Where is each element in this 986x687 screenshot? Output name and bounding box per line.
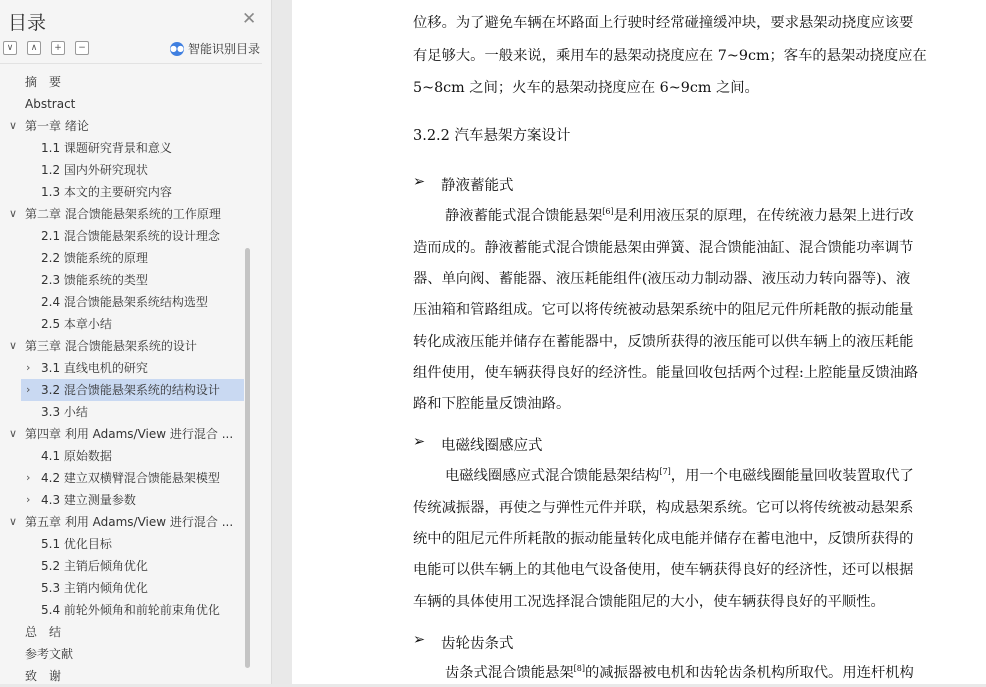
toc-item[interactable]	[0, 159, 262, 181]
toc-item[interactable]	[0, 489, 262, 511]
body-line: 传统减振器，再使之与弹性元件并联，构成悬架系统。它可以将传统被动悬架系	[413, 500, 914, 516]
toc-item[interactable]	[0, 643, 262, 665]
toc-item-label: Abstract	[25, 97, 76, 111]
section-heading: 3.2.2 汽车悬架方案设计	[413, 128, 571, 144]
toc-item-label: 第一章 绪论	[25, 119, 89, 133]
toc-item-label: 2.4 混合馈能悬架系统结构选型	[41, 295, 208, 309]
arrow-bullet-icon: ➢	[413, 174, 426, 190]
toc-item-label: 2.3 馈能系统的类型	[41, 273, 148, 287]
sidebar-scrollbar[interactable]	[245, 248, 250, 668]
chevron-right-icon[interactable]: ›	[26, 361, 31, 374]
toc-item[interactable]	[0, 93, 262, 115]
toc-sidebar	[0, 0, 272, 684]
toc-item-label: 3.3 小结	[41, 405, 88, 419]
body-line: 器、单向阀、蓄能器、液压耗能组件(液压动力制动器、液压动力转向器等)、液	[413, 271, 911, 287]
document-page	[292, 0, 986, 684]
toc-item-label: 总 结	[25, 625, 62, 639]
body-line: 有足够大。一般来说，乘用车的悬架动挠度应在 7~9cm；客车的悬架动挠度应在	[413, 48, 927, 64]
chevron-down-icon[interactable]: ∨	[9, 119, 18, 132]
body-line: 压油箱和管路组成。它可以将传统被动悬架系统中的阻尼元件所耗散的振动能量	[413, 302, 914, 318]
body-line: 造而成的。静液蓄能式混合馈能悬架由弹簧、混合馈能油缸、混合馈能功率调节	[413, 240, 914, 256]
arrow-bullet-icon: ➢	[413, 434, 426, 450]
toc-item-label: 1.2 国内外研究现状	[41, 163, 148, 177]
chevron-right-icon[interactable]: ›	[26, 493, 31, 506]
paragraph-first-line: 电磁线圈感应式混合馈能悬架结构[7]，用一个电磁线圈能量回收装置取代了	[445, 467, 914, 484]
toc-item-label: 4.3 建立测量参数	[41, 493, 136, 507]
paragraph-first-line: 静液蓄能式混合馈能悬架[6]是利用液压泵的原理，在传统液力悬架上进行改	[445, 207, 914, 224]
add-heading-button[interactable]: +	[51, 41, 65, 55]
body-line: 组件使用，使车辆获得良好的经济性。能量回收包括两个过程:上腔能量反馈油路	[413, 365, 919, 381]
toc-item[interactable]	[21, 379, 244, 401]
toc-item[interactable]	[0, 269, 262, 291]
toc-item[interactable]	[0, 225, 262, 247]
toc-item-label: 致 谢	[25, 669, 62, 683]
toc-item-label: 5.2 主销后倾角优化	[41, 559, 148, 573]
remove-heading-button[interactable]: −	[75, 41, 89, 55]
toc-item-label: 2.1 混合馈能悬架系统的设计理念	[41, 229, 220, 243]
toc-item-label: 3.2 混合馈能悬架系统的结构设计	[41, 383, 220, 397]
toc-item[interactable]	[0, 401, 262, 423]
toc-item[interactable]	[0, 599, 262, 621]
chevron-down-icon[interactable]: ∨	[9, 515, 18, 528]
sidebar-divider	[0, 63, 262, 64]
toc-item[interactable]	[0, 335, 262, 357]
chevron-right-icon[interactable]: ›	[26, 383, 31, 396]
body-line: 5~8cm 之间；火车的悬架动挠度应在 6~9cm 之间。	[413, 80, 759, 96]
pane-splitter[interactable]	[272, 0, 292, 684]
citation[interactable]: [6]	[602, 207, 614, 217]
smart-toc-button[interactable]	[170, 40, 260, 57]
toc-item-label: 5.4 前轮外倾角和前轮前束角优化	[41, 603, 220, 617]
toc-item[interactable]	[0, 511, 262, 533]
toc-item-label: 摘 要	[25, 75, 62, 89]
toc-item-label: 第三章 混合馈能悬架系统的设计	[25, 339, 197, 353]
toc-item[interactable]	[0, 137, 262, 159]
toc-item[interactable]	[0, 181, 262, 203]
citation[interactable]: [7]	[659, 467, 671, 477]
toc-item-label: 第二章 混合馈能悬架系统的工作原理	[25, 207, 221, 221]
collapse-all-button[interactable]: ∧	[27, 41, 41, 55]
chevron-down-icon[interactable]: ∨	[9, 427, 18, 440]
ai-icon: ●●	[170, 42, 184, 56]
toc-item[interactable]	[0, 621, 262, 643]
toc-item-label: 3.1 直线电机的研究	[41, 361, 148, 375]
toc-item-label: 1.1 课题研究背景和意义	[41, 141, 172, 155]
close-icon[interactable]: ✕	[242, 9, 257, 29]
arrow-bullet-icon: ➢	[413, 632, 426, 648]
sidebar-title: 目录	[8, 12, 47, 34]
body-line: 路和下腔能量反馈油路。	[413, 396, 571, 412]
smart-toc-label: 智能识别目录	[188, 42, 261, 56]
toc-item[interactable]	[0, 533, 262, 555]
body-line: 转化成液压能并储存在蓄能器中，反馈所获得的液压能可以供车辆上的液压耗能	[413, 334, 914, 350]
toc-item-label: 第四章 利用 Adams/View 进行混合 ...	[25, 427, 234, 441]
expand-all-button[interactable]: ∨	[3, 41, 17, 55]
toc-item[interactable]	[0, 357, 262, 379]
toc-item-label: 5.1 优化目标	[41, 537, 112, 551]
body-line: 电能可以供车辆上的其他电气设备使用，使车辆获得良好的经济性，还可以根据	[413, 562, 914, 578]
toc-item[interactable]	[0, 71, 262, 93]
toc-tree	[0, 71, 262, 687]
toc-item[interactable]	[0, 467, 262, 489]
bullet-title: 静液蓄能式	[441, 178, 514, 194]
body-line: 车辆的具体使用工况选择混合馈能阻尼的大小，使车辆获得良好的平顺性。	[413, 594, 885, 610]
toc-item[interactable]	[0, 203, 262, 225]
toc-item[interactable]	[0, 313, 262, 335]
toc-item[interactable]	[0, 445, 262, 467]
toc-item-label: 4.2 建立双横臂混合馈能悬架模型	[41, 471, 220, 485]
toc-item[interactable]	[0, 577, 262, 599]
chevron-down-icon[interactable]: ∨	[9, 339, 18, 352]
toc-item[interactable]	[0, 555, 262, 577]
chevron-down-icon[interactable]: ∨	[9, 207, 18, 220]
toc-item-label: 4.1 原始数据	[41, 449, 112, 463]
toc-item[interactable]	[0, 291, 262, 313]
toc-item-label: 5.3 主销内倾角优化	[41, 581, 148, 595]
toc-item-label: 2.5 本章小结	[41, 317, 112, 331]
toc-item[interactable]	[0, 423, 262, 445]
toc-item[interactable]	[0, 115, 262, 137]
paragraph-first-line: 齿条式混合馈能悬架[8]的减振器被电机和齿轮齿条机构所取代。用连杆机构	[445, 664, 914, 681]
body-line: 位移。为了避免车辆在坏路面上行驶时经常碰撞缓冲块，要求悬架动挠度应该要	[413, 15, 914, 31]
citation[interactable]: [8]	[573, 664, 586, 674]
bullet-title: 电磁线圈感应式	[441, 438, 543, 454]
bullet-title: 齿轮齿条式	[441, 636, 514, 652]
chevron-right-icon[interactable]: ›	[26, 471, 31, 484]
toc-item-label: 1.3 本文的主要研究内容	[41, 185, 172, 199]
toc-item-label: 2.2 馈能系统的原理	[41, 251, 148, 265]
toc-item-label: 参考文献	[25, 647, 74, 661]
body-line: 统中的阻尼元件所耗散的振动能量转化成电能并储存在蓄电池中，反馈所获得的	[413, 531, 914, 547]
toc-item-label: 第五章 利用 Adams/View 进行混合 ...	[25, 515, 234, 529]
toc-item[interactable]	[0, 247, 262, 269]
